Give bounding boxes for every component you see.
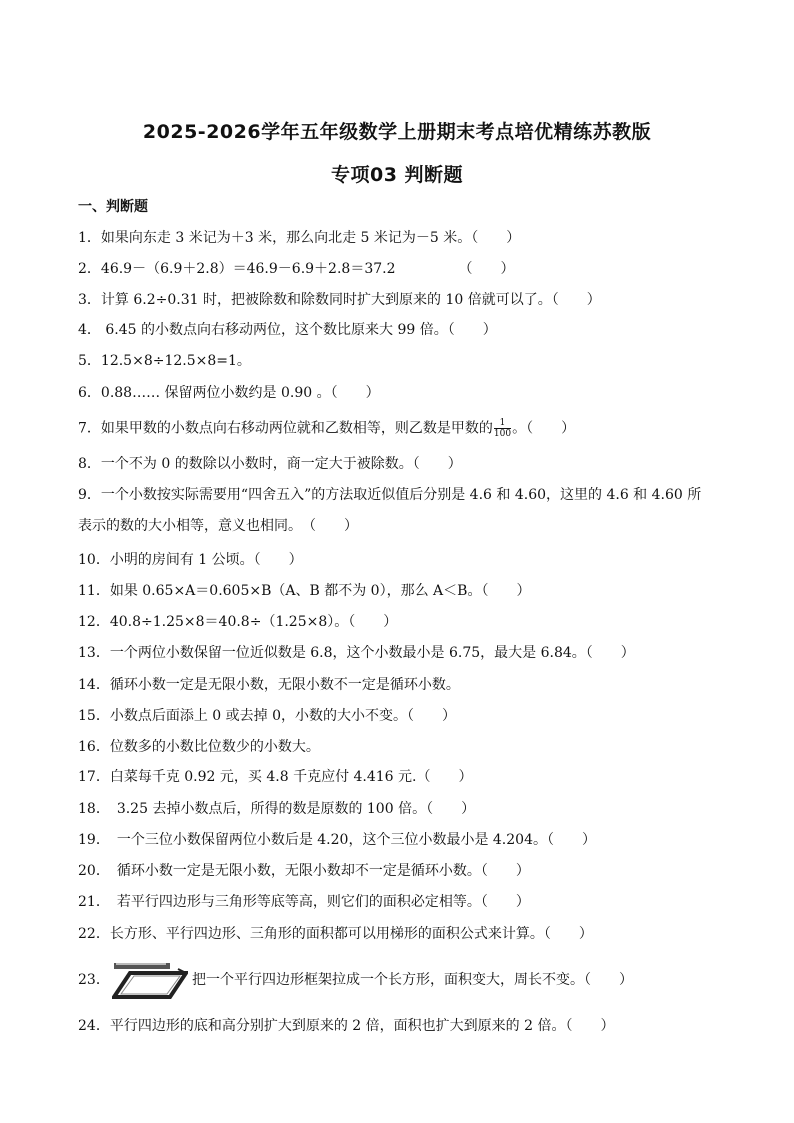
question-22: 22．长方形、平行四边形、三角形的面积都可以用梯形的面积公式来计算。（ ） [78,926,593,942]
question-9: 9．一个小数按实际需要用“四舍五入”的方法取近似值后分别是 4.6 和 4.60，这里的 4.6 和 4.60 所表示的数的大小相等，意义也相同。 （ ） [78,487,702,534]
question-20: 20． 循环小数一定是无限小数，无限小数却不一定是循环小数。（ ） [78,863,530,879]
question-5: 5．12.5×8÷12.5×8=1。 [78,353,251,369]
question-8: 8．一个不为 0 的数除以小数时，商一定大于被除数。（ ） [78,456,462,472]
question-14: 14．循环小数一定是无限小数，无限小数不一定是循环小数。 [78,677,460,693]
question-16: 16．位数多的小数比位数少的小数大。 [78,739,320,755]
section-heading: 一、判断题 [78,199,148,215]
question-15: 15．小数点后面添上 0 或去掉 0，小数的大小不变。（ ） [78,708,456,724]
question-21: 21． 若平行四边形与三角形等底等高，则它们的面积必定相等。（ ） [78,894,530,910]
question-2: 2．46.9－（6.9＋2.8）＝46.9－6.9＋2.8＝37.2 （ ） [78,261,515,277]
worksheet-title: 2025-2026学年五年级数学上册期末考点培优精练苏教版 [142,121,652,143]
parallelogram-frame-figure [112,961,188,1001]
fraction: $\frac{1}{100}$ [493,418,512,439]
question-23: 把一个平行四边形框架拉成一个长方形，面积变大，周长不变。（ ） [192,972,633,988]
question-1: 1．如果向东走 3 米记为＋3 米，那么向北走 5 米记为－5 米。（ ） [78,230,521,246]
question-19: 19． 一个三位小数保留两位小数后是 4.20，这个三位小数最小是 4.204。（ ） [78,832,596,848]
question-24: 24．平行四边形的底和高分别扩大到原来的 2 倍，面积也扩大到原来的 2 倍。（ ） [78,1018,615,1034]
worksheet-subtitle: 专项03 判断题 [330,164,464,186]
question-18: 18． 3.25 去掉小数点后，所得的数是原数的 100 倍。（ ） [78,801,476,817]
question-6: 6．0.88…… 保留两位小数约是 0.90 。（ ） [78,385,380,401]
question-17: 17．白菜每千克 0.92 元，买 4.8 千克应付 4.416 元.（ ） [78,769,473,785]
question-4: 4． 6.45 的小数点向右移动两位，这个数比原来大 99 倍。（ ） [78,322,497,338]
question-23-number: 23． [78,972,110,988]
question-11: 11．如果 0.65×A＝0.605×B（A、B 都不为 0），那么 A＜B。（ ） [78,583,531,599]
question-7: 7．如果甲数的小数点向右移动两位就和乙数相等，则乙数是甲数的 $\frac{1}{100}$ 。（ ） [78,418,576,439]
question-10: 10．小明的房间有 1 公顷。（ ） [78,552,303,568]
question-12: 12．40.8÷1.25×8＝40.8÷（1.25×8）。（ ） [78,614,398,630]
question-13: 13．一个两位小数保留一位近似数是 6.8，这个小数最小是 6.75，最大是 6.84。（ ） [78,645,635,661]
question-3: 3．计算 6.2÷0.31 时，把被除数和除数同时扩大到原来的 10 倍就可以了。（ ） [78,292,601,308]
